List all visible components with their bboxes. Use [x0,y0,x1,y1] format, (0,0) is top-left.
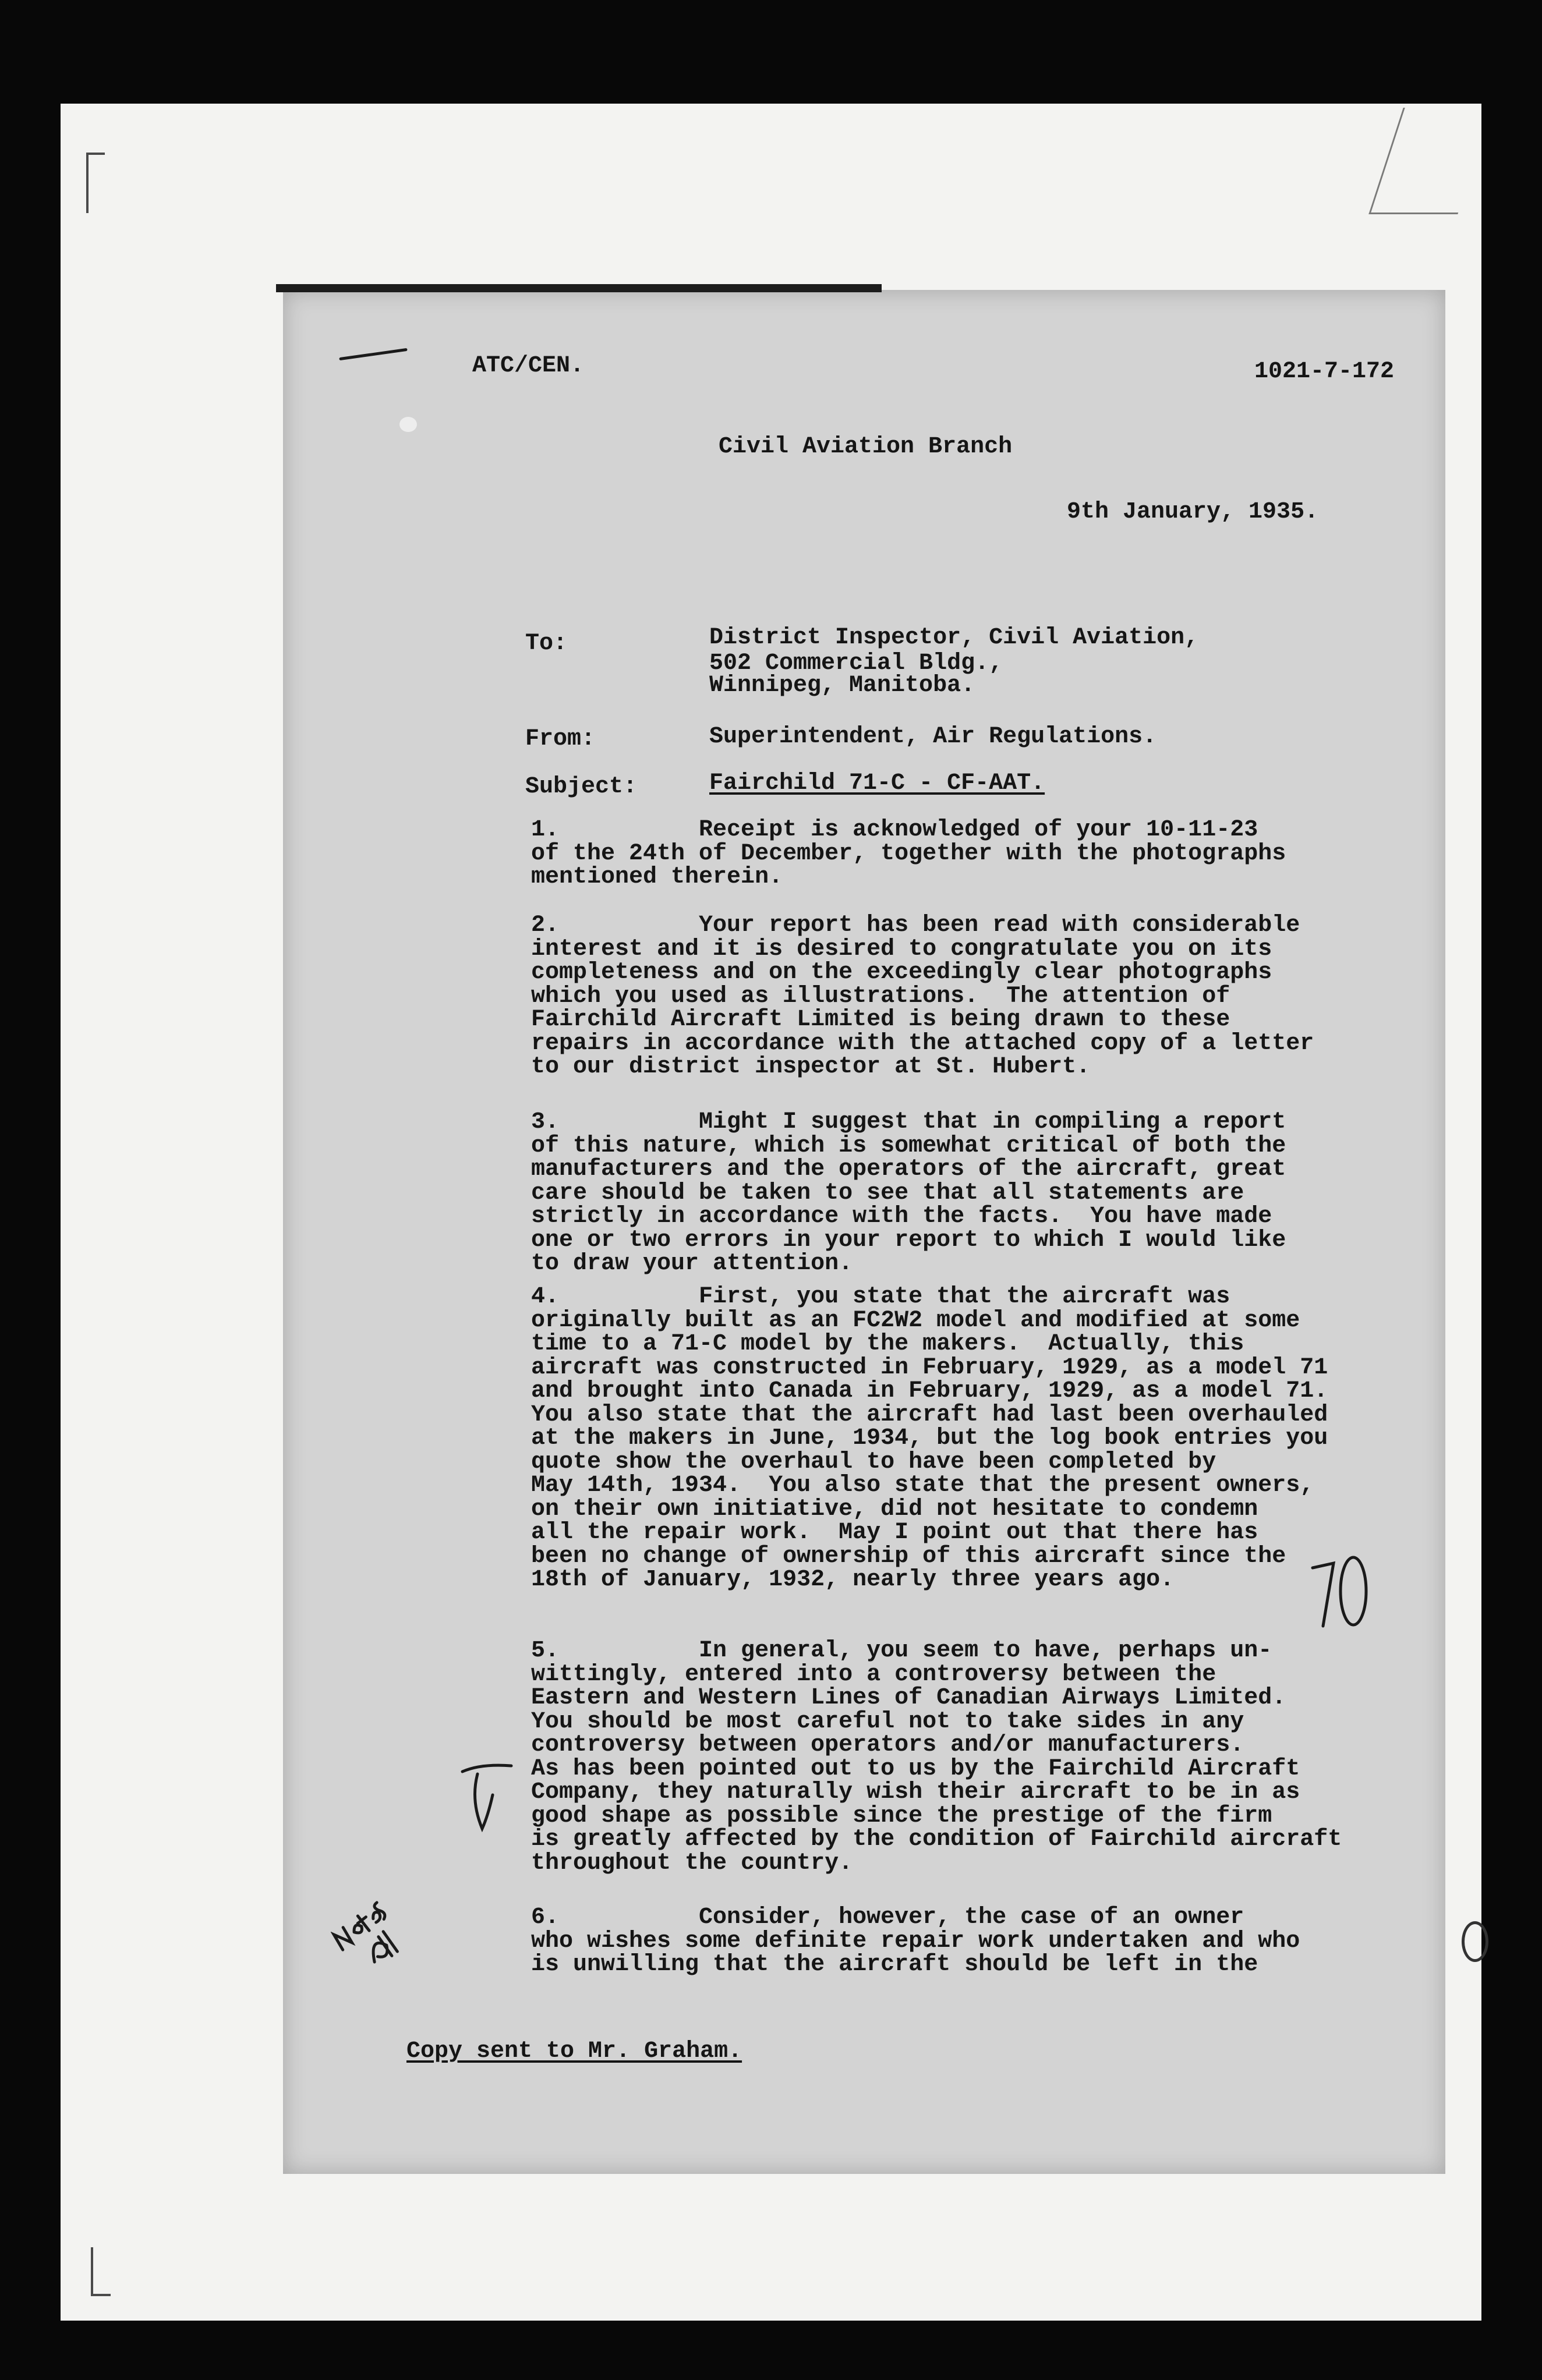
file-reference-number: 1021-7-172 [1254,359,1395,385]
subject-value: Fairchild 71-C - CF-AAT. [709,770,1045,796]
paragraph-6: 6. Consider, however, the case of an owner who wishes some definite repair work undertaken and who is unwilling that the aircraft should be left in the [531,1904,1300,1978]
letter-sheet [283,290,1445,2174]
binder-ring-mark [1462,1921,1488,1962]
pen-stroke-mark [339,348,408,360]
copy-note: Copy sent to Mr. Graham. [406,2038,742,2064]
paragraph-3: 3. Might I suggest that in compiling a report of this nature, which is somewhat critical of both the manufacturers and the operators of the aircraft, great care should be taken to see that all statements are strictly in accordance with the facts. You have made one or two errors in your report to which I would like to draw your attention. [531,1109,1286,1277]
file-reference-left: ATC/CEN. [472,353,585,379]
paragraph-5: 5. In general, you seem to have, perhaps un- wittingly, entered into a controversy between the Eastern and Western Lines of Canadian Airways Limited. You should be most careful not to take sides in any controversy between operators and/or manufacturers. As has been pointed out to us by the Fairchild Aircraft Company, they naturally wish their aircraft to be in as good shape as possible since the prestige of the firm is greatly affected by the condition of Fairchild aircraft throughout the country. [531,1638,1342,1876]
to-address-line: Winnipeg, Manitoba. [709,672,975,699]
punch-hole [399,417,417,432]
from-value: Superintendent, Air Regulations. [709,724,1157,750]
paragraph-2: 2. Your report has been read with considerable interest and it is desired to congratulate you on its completeness and on the exceedingly clear photographs which you used as illustrations. The attention of Fairchild Aircraft Limited is being drawn to these repairs in accordance with the attached copy of a letter to our district inspector at St. Hubert. [531,912,1314,1080]
handwritten-initials-mark [331,1873,418,1984]
to-label: To: [525,631,568,657]
letter-date: 9th January, 1935. [1067,499,1319,525]
to-address-line: District Inspector, Civil Aviation, [709,625,1199,651]
branch-heading: Civil Aviation Branch [719,434,1013,460]
from-label: From: [525,726,596,752]
paragraph-4: 4. First, you state that the aircraft was originally built as an FC2W2 model and modified at some time to a 71-C model by the makers. Actually, this aircraft was constructed in February, 1929, as a model 71 and brought into Canada in February, 1929, as a model 71. You also state that the aircraft had last been overhauled at the makers in June, 1934, but the log book entries you quote show the overhaul to have been completed by May 14th, 1934. You also state that the present owners, on their own initiative, did not hesitate to condemn all the repair work. May I point out that there has been no change of ownership of this aircraft since the 18th of January, 1932, nearly three years ago. [531,1284,1328,1593]
subject-label: Subject: [525,774,638,800]
crop-mark-top-left [86,153,105,213]
paragraph-1: 1. Receipt is acknowledged of your 10-11-23 of the 24th of December, together with the photographs mentioned therein. [531,817,1286,890]
handwritten-arrow-mark [458,1760,528,1847]
crop-mark-bottom-left [91,2247,111,2296]
to-address-line: 502 Commercial Bldg., [709,650,1003,677]
